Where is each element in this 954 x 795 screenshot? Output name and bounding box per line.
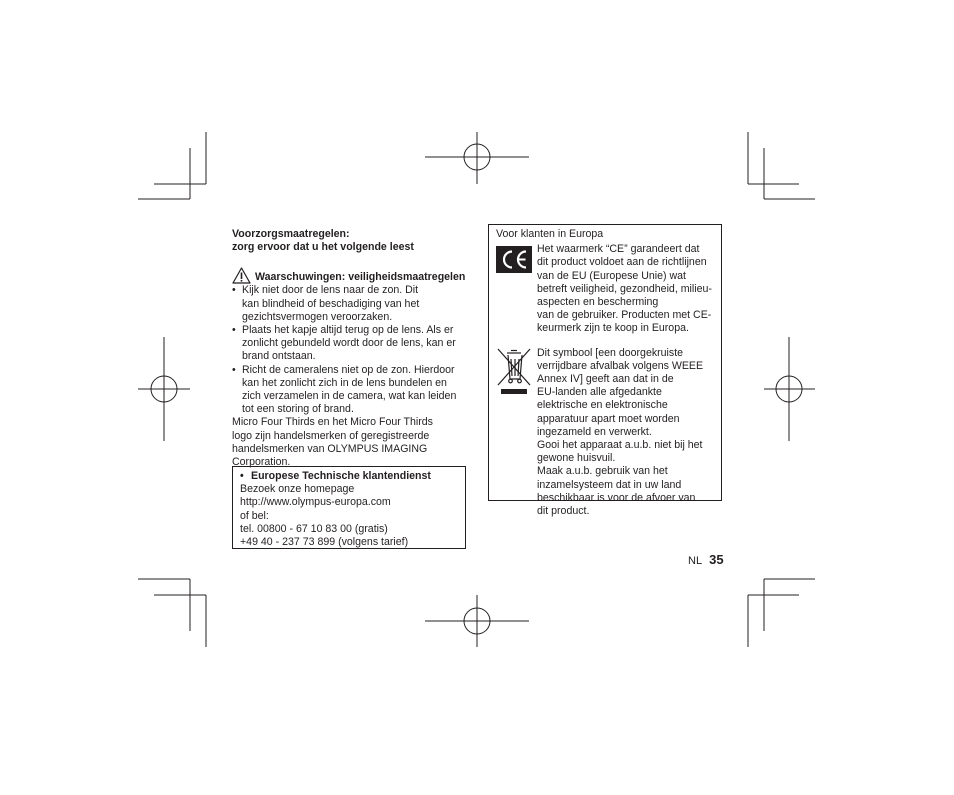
trademark-line: Micro Four Thirds en het Micro Four Thirds [232,416,433,429]
weee-line: inzamelsysteem dat in uw land [537,478,682,491]
list-item [232,364,472,417]
weee-line: EU-landen alle afgedankte [537,386,662,399]
warning-line: • Kijk niet door de lens naar de zon. Dit [242,284,419,297]
trademark-line: Corporation. [232,456,291,469]
weee-line: ingezameld en verwerkt. [537,425,652,438]
weee-line: beschikbaar is voor de afvoer van [537,491,696,504]
ce-mark-icon [496,246,532,273]
ce-line: betreft veiligheid, gezondheid, milieu- [537,282,712,295]
warning-line: kan blindheid of beschadiging van het [242,297,420,310]
service-url[interactable]: http://www.olympus-europa.com [240,496,391,509]
ce-text [537,243,714,335]
warning-line: • Richt de cameralens niet op de zon. Hierdoor [242,363,455,376]
weee-line: gewone huisvuil. [537,452,616,465]
weee-text [537,347,714,519]
ce-line: Het waarmerk “CE” garandeert dat [537,243,700,256]
warning-title [232,267,472,284]
warning-line: • Plaats het kapje altijd terug op de lens. Als er [242,324,454,337]
weee-line: apparatuur apart moet worden [537,412,680,425]
list-item [232,284,472,324]
precautions-heading-line1: Voorzorgsmaatregelen: [232,228,350,240]
weee-line: Annex IV] geeft aan dat in de [537,373,674,386]
warning-line: gezichtsvermogen veroorzaken. [242,310,393,323]
page-number [688,553,724,568]
ce-line: van de gebruiker. Producten met CE- [537,309,712,322]
warning-line: zonlicht gebundeld wordt door de lens, kan er [242,337,456,350]
service-phone-free: tel. 00800 - 67 10 83 00 (gratis) [240,522,388,535]
ce-section [496,243,714,335]
precautions-column [232,228,472,469]
ce-line: dit product voldoet aan de richtlijnen [537,256,707,269]
weee-line: Dit symbool [een doorgekruiste [537,346,684,359]
customer-service-box [232,466,466,549]
warning-line: tot een storing of brand. [242,403,354,416]
list-item [232,324,472,364]
europe-customers-box [488,224,722,518]
page-number-value: 35 [709,552,724,567]
warning-triangle-icon [232,267,251,284]
service-phone-paid: +49 40 - 237 73 899 (volgens tarief) [240,536,409,549]
ce-line: van de EU (Europese Unie) wat [537,269,686,282]
weee-line: elektrische en elektronische [537,399,668,412]
warning-line: kan het zonlicht zich in de lens bundelen en [242,376,447,389]
service-title: • Europese Technische klantendienst [240,470,458,483]
weee-line: Gooi het apparaat a.u.b. niet bij het [537,439,703,452]
weee-section [496,347,714,519]
trademark-line: handelsmerken van OLYMPUS IMAGING [232,442,428,455]
warning-list [232,284,472,416]
weee-line: Maak a.u.b. gebruik van het [537,465,668,478]
weee-crossed-bin-icon [496,347,532,397]
warning-line: brand ontstaan. [242,350,316,363]
weee-line: verrijdbare afvalbak volgens WEEE [537,359,704,372]
precautions-heading-line2: zorg ervoor dat u het volgende leest [232,241,414,254]
ce-line: aspecten en bescherming [537,296,659,309]
service-line: of bel: [240,509,269,522]
warning-line: zich verzamelen in de camera, wat kan leiden [242,390,457,403]
weee-line: dit product. [537,505,590,518]
trademark-notice [232,416,472,469]
europe-title: Voor klanten in Europa [496,228,604,240]
ce-line: keurmerk zijn te koop in Europa. [537,322,689,335]
page-language: NL [688,555,703,567]
service-line: Bezoek onze homepage [240,483,355,496]
trademark-line: logo zijn handelsmerken of geregistreerde [232,429,430,442]
warning-title-text: Waarschuwingen: veiligheidsmaatregelen [255,271,466,284]
